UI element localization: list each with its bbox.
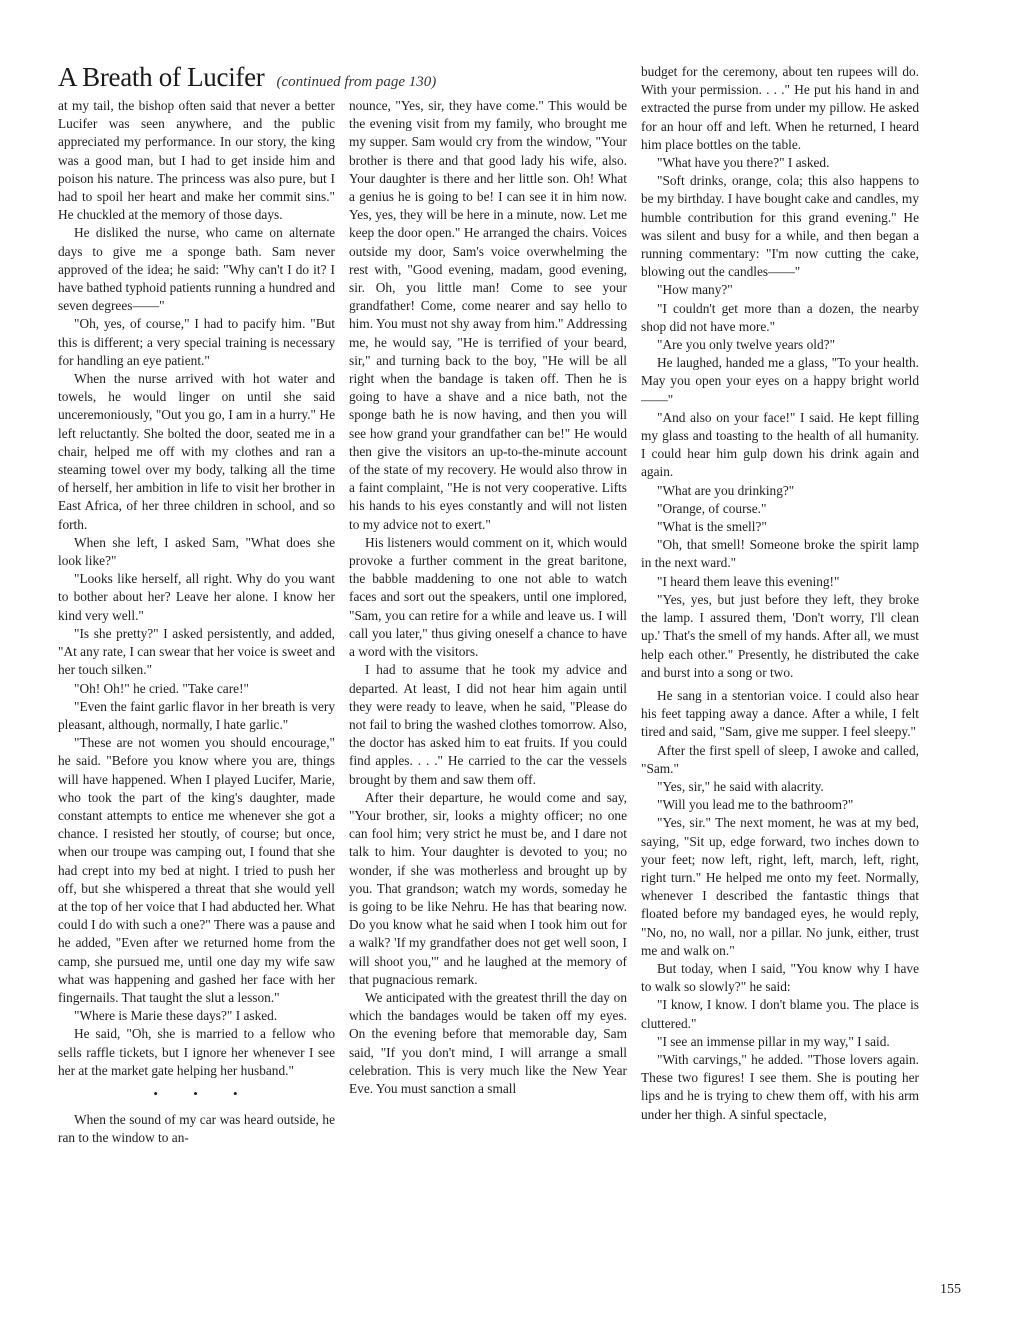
paragraph: He disliked the nurse, who came on alternate days to give me a sponge bath. Sam never approved of the idea; he said: "Why can't I do it? I have bathed typhoid patients running a hundred and seven degrees——"	[58, 225, 335, 314]
paragraph: I had to assume that he took my advice and departed. At least, I did not hear him again until they were ready to leave, when he said, "Please do not fail to bring the washed clothes tomorrow. Also, the doctor has asked him to eat fruits. If you could find apples. . . ." He carried to the car the vessels brought by them and saw them off.	[349, 662, 627, 787]
paragraph: "Yes, yes, but just before they left, they broke the lamp. I assured them, 'Don't worry, I'll clean up.' That's the smell of my hands. After all, we must help each other." Presently, he distributed the cake and burst into a song or two.	[641, 591, 919, 680]
paragraph: "I see an immense pillar in my way," I said.	[657, 1033, 890, 1049]
paragraph: budget for the ceremony, about ten rupees will do. With your permission. . . ." He put his hand in and extracted the purse from under my pillow. He asked for an hour off and left. When he returned, I heard him place bottles on the table.	[641, 64, 919, 152]
paragraph: He said, "Oh, she is married to a fellow who sells raffle tickets, but I ignore her whenever I see her at the market gate helping her husband."	[58, 1026, 335, 1078]
paragraph: "I know, I know. I don't blame you. The place is cluttered."	[641, 997, 919, 1031]
paragraph: "Oh! Oh!" he cried. "Take care!"	[74, 680, 249, 696]
article-title: A Breath of Lucifer	[58, 62, 265, 92]
paragraph: When the nurse arrived with hot water and towels, he would linger on until she said unceremoniously, "Out you go, I am in a hurry." He left reluctantly. She bolted the door, seated me in a chair, helped me off with my clothes and ran a steaming towel over my body, talking all the time of herself, her ambition in life to visit her brother in East Africa, of her three children in school, and so forth.	[58, 371, 335, 532]
section-break: • • •	[153, 1085, 254, 1101]
paragraph: "Looks like herself, all right. Why do you want to bother about her? Leave her alone. I know her kind very well."	[58, 571, 335, 623]
page-number: 155	[940, 1282, 961, 1297]
text-column-left	[58, 97, 335, 1304]
paragraph: After their departure, he would come and say, "Your brother, sir, looks a mighty officer; no one can fool him; very strict he must be, and I dare not talk to him. Your daughter is devoted to you; no wonder, if she was motherless and brought up by you. That grandson; watch my words, someday he is going to be like Nehru. He has that bearing now. Do you know what he said when I took him out for a walk? 'If my grandfather does not get well soon, I will shoot you,'" and he laughed at the memory of that pugnacious remark.	[349, 789, 627, 987]
paragraph: His listeners would comment on it, which would provoke a further comment in the great baritone, the babble maddening to one not able to watch faces and sort out the speakers, until one implored, "Sam, you can retire for a while and leave us. I will call you later," thus giving oneself a chance to have a word with the visitors.	[349, 534, 627, 660]
text-column-right	[641, 63, 919, 1304]
paragraph: "And also on your face!" I said. He kept filling my glass and toasting to the health of all humanity. I could hear him gulp down his drink again and again.	[641, 409, 919, 480]
paragraph: "These are not women you should encourage," he said. "Before you know where you are, things will have happened. When I played Lucifer, Marie, who took the part of the king's daughter, made constant attempts to entice me whenever she got a chance. I resisted her stoutly, of course; but once, when our troupe was camping out, I found that she had crept into my bed at night. I tried to push her off, but she whispered a threat that she would yell at the top of her voice that I had abducted her. What could I do with such a one?" There was a pause and he added, "Even after we returned home from the camp, she pursued me, until one day my wife saw what was happening and gashed her face with her fingernails. That taught the slut a lesson."	[58, 735, 335, 1005]
paragraph: "How many?"	[657, 282, 733, 298]
paragraph: "Where is Marie these days?" I asked.	[74, 1008, 278, 1024]
paragraph: "Is she pretty?" I asked persistently, and added, "At any rate, I can swear that her voice is sweet and her touch silken."	[58, 625, 335, 678]
paragraph: He laughed, handed me a glass, "To your health. May you open your eyes on a happy bright world——"	[641, 355, 919, 407]
paragraph: "What are you drinking?"	[657, 482, 795, 498]
paragraph: "Orange, of course."	[657, 500, 767, 516]
paragraph: "With carvings," he added. "Those lovers again. These two figures! I see them. She is pouting her lips and he is trying to chew them off, with his arm under her thigh. A sinful spectacle,	[641, 1051, 919, 1122]
paragraph: "Oh, that smell! Someone broke the spirit lamp in the next ward."	[641, 537, 919, 571]
paragraph: "Yes, sir." The next moment, he was at my bed, saying, "Sit up, edge forward, two inches down to your feet; now left, right, left, march, left, right, right turn." He helped me onto my feet. Normally, whenever I described the fantastic things that floated before my bandaged eyes, he would reply, "No, no, no wall, nor a pillar. No junk, either, trust me and walk on."	[641, 815, 919, 958]
paragraph: at my tail, the bishop often said that never a better Lucifer was seen anywhere, and the public appreciated my performance. In our story, the king was a good man, but I had to get inside him and poison his nature. The princess was also pure, but I had to spoil her heart and make her commit sins." He chuckled at the memory of those days.	[58, 98, 335, 223]
paragraph: When the sound of my car was heard outside, he ran to the window to an-	[58, 1112, 335, 1146]
paragraph: "I couldn't get more than a dozen, the nearby shop did not have more."	[641, 300, 919, 334]
paragraph: "What have you there?" I asked.	[657, 155, 830, 171]
paragraph: After the first spell of sleep, I awoke and called, "Sam."	[641, 742, 919, 776]
paragraph: He sang in a stentorian voice. I could also hear his feet tapping away a dance. After a while, I felt tired and said, "Sam, give me supper. I feel sleepy."	[641, 687, 919, 740]
paragraph: "Oh, yes, of course," I had to pacify him. "But this is different; a very special training is necessary for handling an eye patient."	[58, 316, 335, 368]
paragraph: "Will you lead me to the bathroom?"	[657, 797, 854, 813]
paragraph: "I heard them leave this evening!"	[657, 573, 840, 589]
article-header	[58, 62, 618, 93]
text-column-middle	[349, 97, 627, 1304]
paragraph: "Even the faint garlic flavor in her breath is very pleasant, although, normally, I hate garlic."	[58, 698, 335, 732]
continued-note: (continued from page 130)	[276, 74, 437, 90]
paragraph: "Yes, sir," he said with alacrity.	[657, 778, 824, 794]
paragraph: When she left, I asked Sam, "What does she look like?"	[58, 534, 335, 569]
paragraph: "Are you only twelve years old?"	[657, 337, 836, 353]
paragraph: But today, when I said, "You know why I have to walk so slowly?" he said:	[641, 960, 919, 995]
paragraph: nounce, "Yes, sir, they have come." This would be the evening visit from my family, who brought me my supper. Sam would cry from the window, "Your brother is there and that good lady his wife, also. Your daughter is there and her little son. Oh! What a genius he is going to be! I can see it in him now. Yes, yes, they will be here in a minute, now. Let me keep the door open." He arranged the chairs. Voices outside my door, Sam's voice overwhelming the rest with, "Good evening, madam, good evening, sir. Oh, you little man! Come to see your grandfather! Come, come nearer and say hello to him. You must not shy away from him." Addressing me, he would say, "He is terrified of your beard, sir," and turning back to the boy, "He will be all right when the bandage is taken off. Then he is going to have a shave and a nice bath, not the sponge bath he is now having, and then you will see how grand your grandfather can be!" He would then give the visitors an up-to-the-minute account of the state of my recovery. He would also throw in a faint complaint, "He is not very cooperative. Lifts his hands to his eyes constantly and will not listen to my advice not to exert."	[349, 98, 627, 532]
paragraph: "What is the smell?"	[657, 519, 767, 535]
paragraph: "Soft drinks, orange, cola; this also happens to be my birthday. I have bought cake and candles, my humble contribution for this grand evening." He was silent and busy for a while, and then began a running commentary: "I'm now cutting the cake, blowing out the candles——"	[641, 173, 919, 280]
paragraph: We anticipated with the greatest thrill the day on which the bandages would be taken off my eyes. On the evening before that memorable day, Sam said, "If you don't mind, I will arrange a small celebration. This is very much like the New Year Eve. You must sanction a small	[349, 989, 627, 1096]
